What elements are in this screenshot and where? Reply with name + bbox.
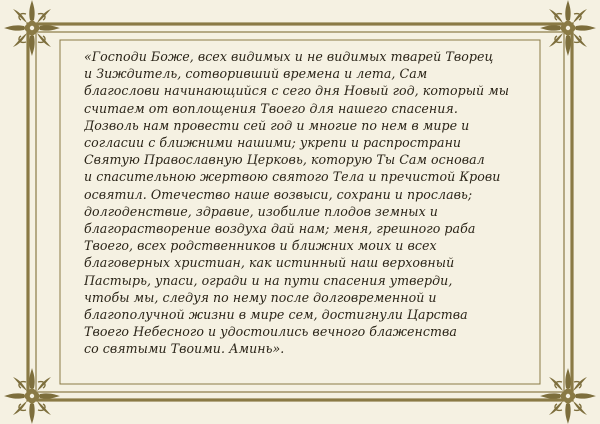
- corner-ornament-bottom-left: [4, 368, 60, 424]
- corner-ornament-bottom-right: [540, 368, 596, 424]
- corner-ornament-top-left: [4, 0, 60, 56]
- corner-ornament-top-right: [540, 0, 596, 56]
- prayer-text: «Господи Боже, всех видимых и не видимых тварей Творец и Зиждитель, сотворивший времена и лета, Сам благослови начинающийся с сего дня Новый год, который мы считаем от воплощения Твоего для нашего спасения. Дозволь нам провести сей год и многие по нем в мире и согласии с ближними нашими; укрепи и распространи Святую Православную Церковь, которую Ты Сам основал и спасительною жертвою святого Тела и пречистой Крови освятил. Отечество наше возвыси, сохрани и прославь; долгоденствие, здравие, изобилие плодов земных и благорастворение воздуха дай нам; меня, грешного раба Твоего, всех родственников и ближних моих и всех благоверных христиан, как истинный наш верховный Пастырь, упаси, огради и на пути спасения утверди, чтобы мы, следуя по нему после долговременной и благополучной жизни в мире сем, достигнули Царства Твоего Небесного и удостоились вечного блаженства со святыми Твоими. Аминь».: [84, 49, 510, 357]
